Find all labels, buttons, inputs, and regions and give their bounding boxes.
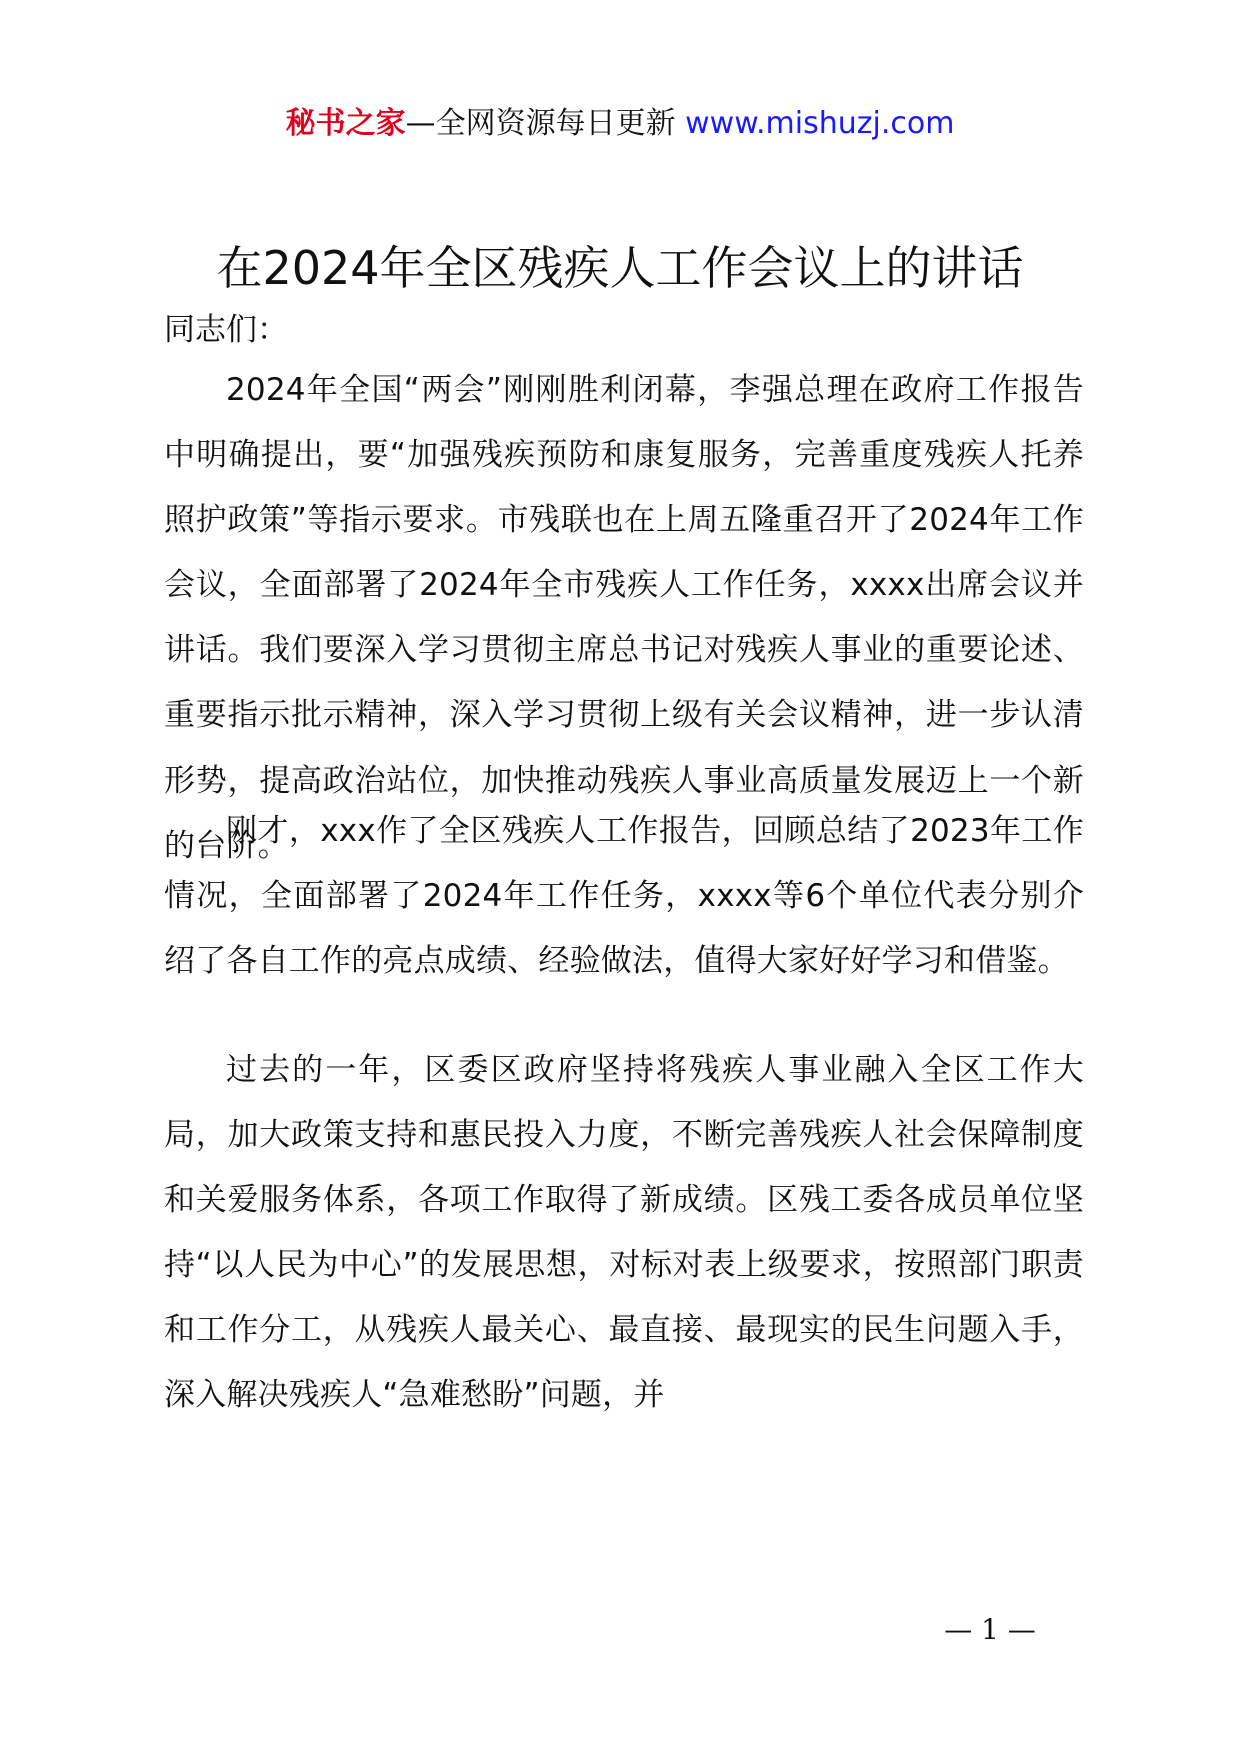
page-number: — 1 — (944, 1613, 1036, 1646)
document-title: 在2024年全区残疾人工作会议上的讲话 (216, 241, 1024, 295)
paragraph-2: 刚才，xxx作了全区残疾人工作报告，回顾总结了2023年工作情况，全面部署了2024年工作任务，xxxx等6个单位代表分别介绍了各自工作的亮点成绩、经验做法，值得大家好好学习和借鉴。 (164, 813, 1084, 980)
paragraph-1: 2024年全国“两会”刚刚胜利闭幕，李强总理在政府工作报告中明确提出，要“加强残疾预防和康复服务，完善重度残疾人托养照护政策”等指示要求。市残联也在上周五隆重召开了2024年工作会议，全面部署了2024年全市残疾人工作任务，xxxx出席会议并讲话。我们要深入学习贯彻主席总书记对残疾人事业的重要论述、重要指示批示精神，深入学习贯彻上级有关会议精神，进一步认清形势，提高政治站位，加快推动残疾人事业高质量发展迈上一个新的台阶。 (164, 372, 1084, 864)
site-url-link[interactable]: www.mishuzj.com (685, 106, 955, 141)
site-header (0, 104, 1240, 144)
paragraph-3: 过去的一年，区委区政府坚持将残疾人事业融入全区工作大局，加大政策支持和惠民投入力度，不断完善残疾人社会保障制度和关爱服务体系，各项工作取得了新成绩。区残工委各成员单位坚持“以人民为中心”的发展思想，对标对表上级要求，按照部门职责和工作分工，从残疾人最关心、最直接、最现实的民生问题入手，深入解决残疾人“急难愁盼”问题，并 (164, 1052, 1084, 1414)
salutation: 同志们： (164, 312, 288, 348)
brand-name: 秘书之家 (285, 106, 406, 141)
header-slogan: —全网资源每日更新 (405, 106, 686, 141)
